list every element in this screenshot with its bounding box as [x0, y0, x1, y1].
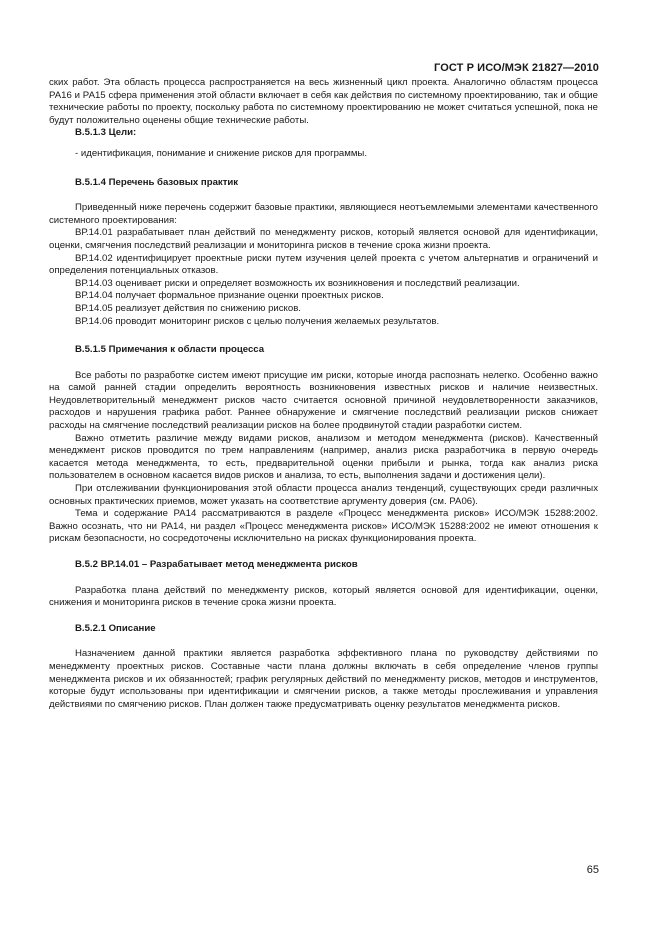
heading-description: В.5.2.1 Описание [75, 622, 156, 634]
base-practice-item: ВР.14.03 оценивает риски и определяет возможность их возникновения и последствий реализации. [75, 277, 520, 289]
document-body [49, 77, 598, 711]
page-number: 65 [586, 864, 599, 876]
goal-item: - идентификация, понимание и снижение рисков для программы. [75, 147, 367, 159]
paragraph: Разработка плана действий по менеджменту рисков, который является основой для идентификации, оценки, снижения и мониторинга рисков в течение срока жизни проекта. [49, 584, 598, 609]
page-header: ГОСТ Р ИСО/МЭК 21827—2010 [434, 62, 599, 74]
paragraph: Важно отметить различие между видами рисков, анализом и методом менеджмента (рисков). Качественный менеджмент рисков проводится по трем направлениям (например, анализ риска разработчика в первую очередь касается метода менеджмента, то есть, предварительной оценки прибыли и рынка, тогда как анализ риска пользователем в основном касается видов рисков и анализа, то есть, выполнения задачи и достижения цели). [49, 432, 598, 482]
paragraph: Назначением данной практики является разработка эффективного плана по руководству действиями по менеджменту проектных рисков. Составные части плана должны включать в себя определение членов группы менеджмента рисков и их обязанностей; график регулярных действий по менеджменту рисков, методов и инструментов, которые будут использованы при идентификации и смягчении рисков, а также методы прослеживания и управления действиями по смягчению рисков. План должен также предусматривать оценку результатов менеджмента рисков. [49, 648, 598, 710]
paragraph-continuation: ских работ. Эта область процесса распространяется на весь жизненный цикл проекта. Аналогично областям процесса РА16 и РА15 сфера применения этой области включает в себя как действия по системному проектированию, так и общие технические работы по проекту, поскольку работа по системному проектированию не может считаться успешной, пока не будут положительно оценены общие технические работы. [49, 77, 598, 126]
paragraph: При отслеживании функционирования этой области процесса анализ тенденций, существующих среди различных основных практических приемов, может указать на соответствие аргументу доверия (см. РА06). [49, 483, 598, 507]
base-practice-item: ВР.14.06 проводит мониторинг рисков с целью получения желаемых результатов. [75, 315, 440, 327]
paragraph: Тема и содержание РА14 рассматриваются в разделе «Процесс менеджмента рисков» ИСО/МЭК 15288:2002. Важно осознать, что ни РА14, ни раздел «Процесс менеджмента рисков» ИСО/МЭК 15288:2002 не имеют отношения к рискам безопасности, но сосредоточены исключительно на рисках функционирования проекта. [49, 508, 598, 545]
base-practice-item: ВР.14.01 разрабатывает план действий по менеджменту рисков, который является основой для идентификации, оценки, смягчения последствий реализации и мониторинга рисков в течение срока жизни проекта. [49, 227, 598, 251]
base-practice-item: ВР.14.04 получает формальное признание оценки проектных рисков. [75, 290, 384, 302]
heading-base-practices: В.5.1.4 Перечень базовых практик [75, 176, 239, 188]
heading-bp-14-01: В.5.2 ВР.14.01 – Разрабатывает метод менеджмента рисков [75, 559, 358, 570]
paragraph: Все работы по разработке систем имеют присущие им риски, которые иногда распознать нелегко. Особенно важно на самой ранней стадии определить вероятность возникновения известных рисков и наличие неизвестных. Неудовлетворительный менеджмент рисков часто считается основной причиной неудовлетворенности заказчиков, расходов и нарушения графика работ. Раннее обнаружение и смягчение последствий реализации рисков снижает расходы на смягчение последствий реализации рисков на более продвинутой стадии разработки систем. [49, 369, 598, 432]
heading-notes: В.5.1.5 Примечания к области процесса [75, 344, 265, 356]
base-practice-item: ВР.14.05 реализует действия по снижению рисков. [75, 302, 301, 314]
base-practice-item: ВР.14.02 идентифицирует проектные риски путем изучения целей проекта с учетом альтернатив и ограничений и определения потенциальных отказов. [49, 252, 598, 277]
paragraph-intro: Приведенный ниже перечень содержит базовые практики, являющиеся неотъемлемыми элементами качественного системного проектирования: [49, 202, 598, 226]
heading-goals: В.5.1.3 Цели: [75, 127, 137, 139]
